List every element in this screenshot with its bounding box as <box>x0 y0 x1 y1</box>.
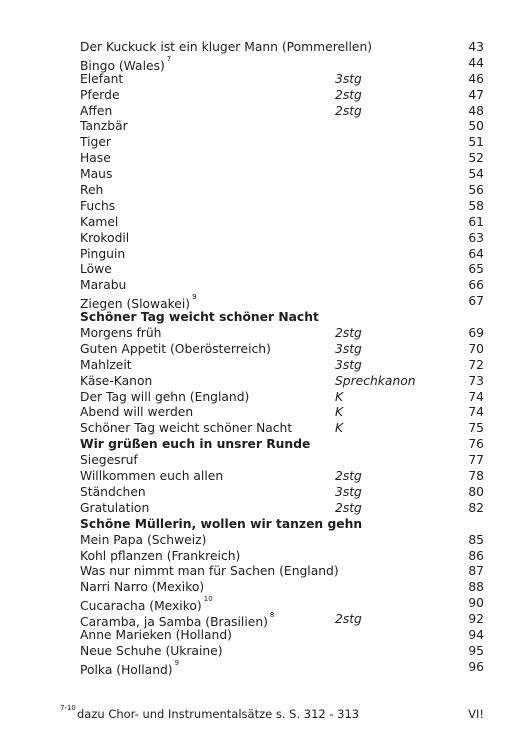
entry-title <box>80 40 372 56</box>
entry-title <box>80 278 126 294</box>
entry-page-number: 67 <box>468 294 484 309</box>
entry-title <box>80 485 146 501</box>
entry-page-number: 75 <box>468 421 484 436</box>
entry-voicing-note: 2stg <box>335 103 362 118</box>
entry-title <box>80 183 103 199</box>
entry-title-text: Affen <box>80 103 113 118</box>
section-heading <box>80 517 362 533</box>
entry-title-text: Bingo (Wales) <box>80 58 165 73</box>
toc-entry <box>80 151 484 167</box>
toc-entry <box>80 533 484 549</box>
entry-title <box>80 549 240 565</box>
toc-entry <box>80 326 484 342</box>
entry-title-text: Schöner Tag weicht schöner Nacht <box>80 421 293 436</box>
entry-title <box>80 533 206 549</box>
toc-entry <box>80 342 484 358</box>
footnote-reference: 9 <box>174 658 180 667</box>
entry-title-text: Polka (Holland) <box>80 662 173 677</box>
toc-entry <box>80 215 484 231</box>
entry-page-number: 76 <box>468 437 484 452</box>
entry-title-text: Mahlzeit <box>80 357 132 372</box>
entry-title-text: Ziegen (Slowakei) <box>80 297 191 312</box>
toc-entry <box>80 644 484 660</box>
toc-entry <box>80 72 484 88</box>
entry-voicing-note: 3stg <box>335 341 362 356</box>
entry-title-text: Tiger <box>80 135 111 150</box>
entry-page-number: 50 <box>468 119 484 134</box>
entry-title <box>80 342 271 358</box>
entry-title-text: Kohl pflanzen (Frankreich) <box>80 548 241 563</box>
entry-title-text: Käse-Kanon <box>80 373 153 388</box>
entry-page-number: 92 <box>468 612 484 627</box>
section-heading <box>80 437 310 453</box>
entry-page-number: 78 <box>468 469 484 484</box>
entry-title <box>80 119 128 135</box>
entry-title-text: Siegesruf <box>80 453 138 468</box>
entry-voicing-note: Sprechkanon <box>335 373 416 388</box>
toc-entry <box>80 88 484 104</box>
entry-page-number: 95 <box>468 643 484 658</box>
entry-page-number: 82 <box>468 500 484 515</box>
entry-title <box>80 660 179 679</box>
toc-entry <box>80 199 484 215</box>
entry-voicing-note: 3stg <box>335 357 362 372</box>
entry-title-text: Anne Marieken (Holland) <box>80 627 232 642</box>
toc-entry <box>80 501 484 517</box>
toc-entry <box>80 40 484 56</box>
entry-page-number: 61 <box>468 214 484 229</box>
entry-page-number: 48 <box>468 103 484 118</box>
entry-title-text: Fuchs <box>80 198 116 213</box>
toc-entry <box>80 278 484 294</box>
entry-title <box>80 453 138 469</box>
entry-title-text: Cucaracha (Mexiko) <box>80 599 202 614</box>
entry-title <box>80 628 232 644</box>
entry-title <box>80 374 152 390</box>
entry-title <box>80 88 120 104</box>
entry-page-number: 66 <box>468 278 484 293</box>
entry-voicing-note: K <box>335 389 344 404</box>
entry-title-text: Abend will werden <box>80 405 194 420</box>
table-of-contents <box>80 40 484 676</box>
entry-voicing-note: K <box>335 405 344 420</box>
entry-title <box>80 501 149 517</box>
section-heading-row <box>80 437 484 453</box>
toc-entry <box>80 135 484 151</box>
toc-entry <box>80 628 484 644</box>
footnote-reference: 8 <box>269 611 275 620</box>
entry-page-number: 54 <box>468 167 484 182</box>
toc-entry <box>80 167 484 183</box>
entry-title <box>80 580 204 596</box>
entry-title <box>80 390 249 406</box>
toc-entry <box>80 56 484 72</box>
entry-title-text: Neue Schuhe (Ukraine) <box>80 643 223 658</box>
entry-page-number: 74 <box>468 405 484 420</box>
entry-title-text: Krokodil <box>80 230 130 245</box>
footnote-reference: 7 <box>166 54 172 63</box>
entry-title-text: Schöne Müllerin, wollen wir tanzen gehn <box>80 516 363 531</box>
entry-page-number: 52 <box>468 151 484 166</box>
entry-page-number: 51 <box>468 135 484 150</box>
entry-page-number: 96 <box>468 659 484 674</box>
entry-page-number: 87 <box>468 564 484 579</box>
entry-page-number: 80 <box>468 484 484 499</box>
entry-title-text: Löwe <box>80 262 112 277</box>
entry-title <box>80 247 125 263</box>
entry-page-number: 90 <box>468 596 484 611</box>
entry-title <box>80 421 292 437</box>
toc-entry <box>80 485 484 501</box>
entry-title <box>80 104 112 120</box>
footnote <box>60 704 484 723</box>
entry-voicing-note: 2stg <box>335 87 362 102</box>
section-heading-row <box>80 310 484 326</box>
toc-entry <box>80 390 484 406</box>
toc-entry <box>80 469 484 485</box>
footnote-marker: 7-10 <box>60 704 76 712</box>
entry-page-number: 72 <box>468 357 484 372</box>
entry-title-text: Pinguin <box>80 246 126 261</box>
entry-title-text: Marabu <box>80 278 127 293</box>
entry-title-text: Elefant <box>80 71 124 86</box>
entry-title <box>80 151 111 167</box>
entry-page-number: 43 <box>468 40 484 54</box>
entry-title-text: Was nur nimmt man für Sachen (England) <box>80 564 339 579</box>
footnote-reference: 9 <box>192 293 197 302</box>
footnote-reference: 10 <box>203 595 213 604</box>
toc-entry <box>80 421 484 437</box>
entry-title-text: Caramba, ja Samba (Brasilien) <box>80 615 268 630</box>
toc-entry <box>80 564 484 580</box>
toc-entry <box>80 119 484 135</box>
toc-entry <box>80 549 484 565</box>
entry-page-number: 73 <box>468 373 484 388</box>
entry-voicing-note: 2stg <box>335 612 362 627</box>
toc-entry <box>80 453 484 469</box>
entry-title-text: Reh <box>80 183 104 198</box>
entry-title <box>80 644 223 660</box>
entry-title-text: Gratulation <box>80 500 150 515</box>
entry-title <box>80 167 112 183</box>
toc-entry <box>80 405 484 421</box>
entry-title-text: Morgens früh <box>80 326 162 341</box>
entry-page-number: 70 <box>468 341 484 356</box>
section-heading <box>80 310 319 326</box>
page-number-label: VI! <box>468 707 484 721</box>
entry-title <box>80 72 123 88</box>
toc-entry <box>80 596 484 612</box>
entry-page-number: 74 <box>468 389 484 404</box>
entry-title-text: Guten Appetit (Oberösterreich) <box>80 341 271 356</box>
toc-entry <box>80 580 484 596</box>
entry-page-number: 77 <box>468 453 484 468</box>
entry-title-text: Willkommen euch allen <box>80 469 224 484</box>
entry-voicing-note: 2stg <box>335 469 362 484</box>
entry-title-text: Wir grüßen euch in unsrer Runde <box>80 437 311 452</box>
toc-entry <box>80 374 484 390</box>
toc-entry <box>80 183 484 199</box>
entry-title-text: Mein Papa (Schweiz) <box>80 532 207 547</box>
toc-entry <box>80 612 484 628</box>
toc-entry <box>80 660 484 676</box>
entry-page-number: 88 <box>468 580 484 595</box>
entry-page-number: 64 <box>468 246 484 261</box>
entry-voicing-note: 2stg <box>335 500 362 515</box>
entry-title <box>80 469 223 485</box>
entry-title-text: Schöner Tag weicht schöner Nacht <box>80 310 319 325</box>
entry-title-text: Pferde <box>80 87 120 102</box>
entry-title <box>80 215 118 231</box>
toc-entry <box>80 104 484 120</box>
section-heading-row <box>80 517 484 533</box>
toc-entry <box>80 262 484 278</box>
entry-page-number: 44 <box>468 55 484 70</box>
entry-title <box>80 262 112 278</box>
entry-title <box>80 231 129 247</box>
entry-page-number: 69 <box>468 326 484 341</box>
entry-page-number: 65 <box>468 262 484 277</box>
entry-title <box>80 405 193 421</box>
entry-title-text: Hase <box>80 151 111 166</box>
entry-title <box>80 564 339 580</box>
entry-title <box>80 326 161 342</box>
entry-voicing-note: 3stg <box>335 484 362 499</box>
entry-page-number: 85 <box>468 532 484 547</box>
entry-title <box>80 199 115 215</box>
entry-page-number: 94 <box>468 627 484 642</box>
entry-voicing-note: K <box>335 421 344 436</box>
entry-title-text: Kamel <box>80 214 119 229</box>
toc-entry <box>80 358 484 374</box>
toc-entry <box>80 247 484 263</box>
entry-title-text: Der Kuckuck ist ein kluger Mann (Pommerellen) <box>80 40 373 54</box>
footnote-text: dazu Chor- und Instrumentalsätze s. S. 312 - 313 <box>77 707 360 721</box>
entry-page-number: 63 <box>468 230 484 245</box>
entry-page-number: 58 <box>468 198 484 213</box>
entry-title-text: Narri Narro (Mexiko) <box>80 580 205 595</box>
entry-title-text: Ständchen <box>80 484 146 499</box>
entry-voicing-note: 3stg <box>335 71 362 86</box>
entry-title-text: Der Tag will gehn (England) <box>80 389 250 404</box>
entry-page-number: 56 <box>468 183 484 198</box>
entry-page-number: 47 <box>468 87 484 102</box>
toc-entry <box>80 231 484 247</box>
entry-title-text: Maus <box>80 167 113 182</box>
entry-title-text: Tanzbär <box>80 119 128 134</box>
toc-entry <box>80 294 484 310</box>
entry-title <box>80 135 111 151</box>
entry-voicing-note: 2stg <box>335 326 362 341</box>
entry-title <box>80 358 132 374</box>
entry-page-number: 46 <box>468 71 484 86</box>
entry-page-number: 86 <box>468 548 484 563</box>
